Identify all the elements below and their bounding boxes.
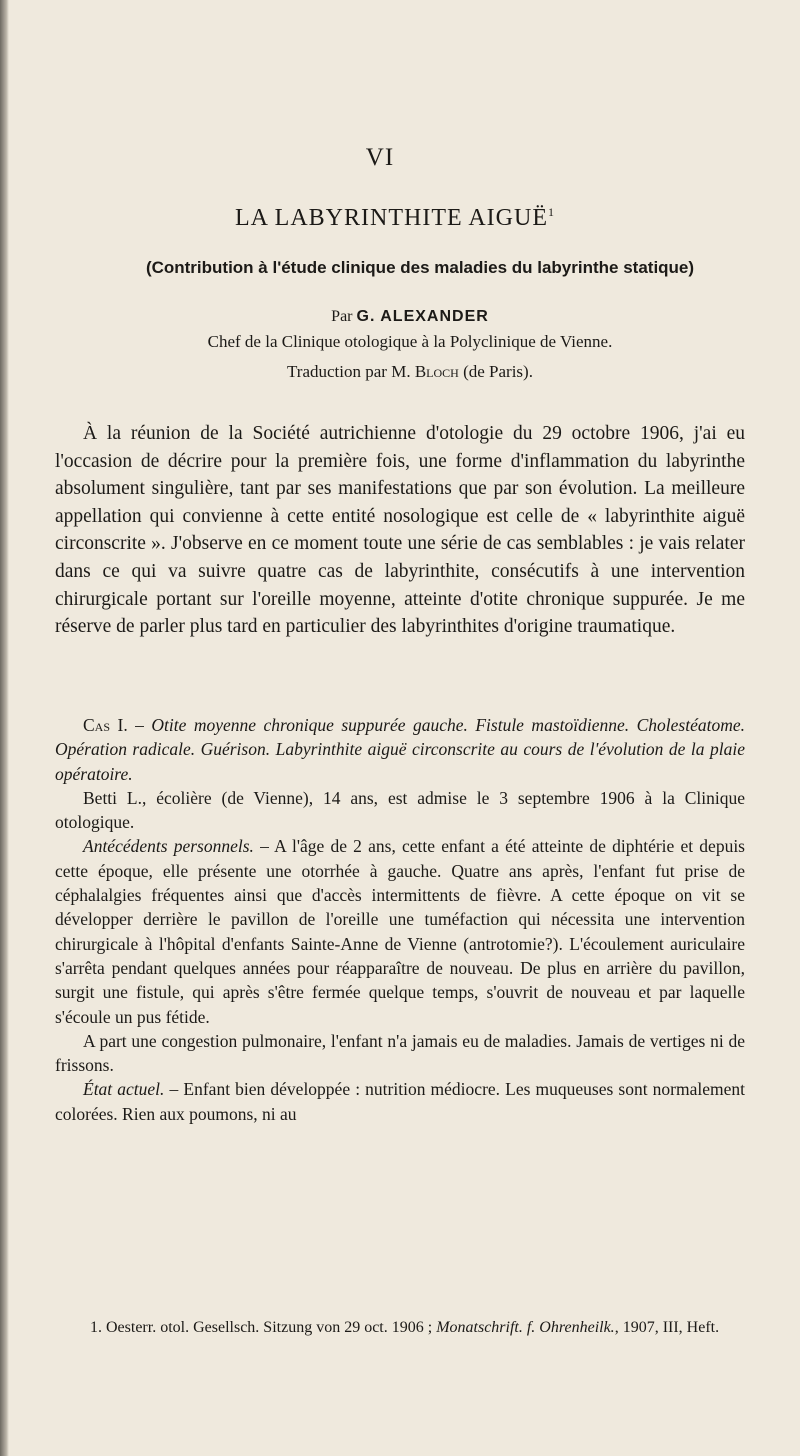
translation-credit <box>30 362 790 382</box>
intro-paragraph <box>55 420 745 641</box>
footnote-mark: 1. <box>90 1319 102 1336</box>
case-1-state: Enfant bien développée : nutrition médiocre. Les muqueuses sont normalement colorées. Rien aux poumons, ni au <box>55 1079 746 1124</box>
case-1-history-label: Antécédents personnels. – <box>83 836 269 857</box>
case-1-state-paragraph <box>55 1077 745 1126</box>
footnote <box>90 1315 750 1341</box>
case-1-label: Cas I. – <box>83 715 144 735</box>
translation-suffix: (de Paris). <box>463 362 533 381</box>
footnote-reference: 1 <box>547 205 555 219</box>
byline <box>30 308 790 326</box>
case-1-other: A part une congestion pulmonaire, l'enfant n'a jamais eu de maladies. Jamais de vertiges ni de frissons. <box>55 1030 745 1076</box>
case-1-history: A l'âge de 2 ans, cette enfant a été atteinte de diphtérie et depuis cette époque, elle présente une otorrhée à gauche. Quatre ans après, l'enfant fut prise de céphalalgies fréquentes ainsi que d'accès intermittents de fièvre. A cette époque on vit se développer derrière le pavillon de l'oreille une tuméfaction qui nécessita une intervention chirurgicale à l'hôpital d'enfants Sainte-Anne de Vienne (antrotomie?). L'écoulement auriculaire s'arrêta pendant quelques années pour réapparaître de nouveau. De plus en arrière du pavillon, surgit une fistule, qui après s'être fermée quelque temps, s'ouvrit de nouveau et par laquelle s'écoule un pus fétide. <box>55 836 745 1027</box>
case-1-state-label: État actuel. – <box>83 1079 179 1100</box>
case-1-admission: Betti L., écolière (de Vienne), 14 ans, est admise le 3 septembre 1906 à la Clinique otologique. <box>55 787 745 833</box>
article-title-text: LA LABYRINTHITE AIGUË <box>235 205 548 231</box>
author-name: G. ALEXANDER <box>356 308 489 325</box>
footnote-tail: , 1907, III, Heft. <box>614 1319 720 1336</box>
footnote-text: Oesterr. otol. Gesellsch. Sitzung von 29 oct. 1906 ; <box>106 1319 433 1336</box>
case-1-history-paragraph <box>55 834 745 1028</box>
chapter-number: VI <box>365 144 395 171</box>
footnote-journal: Monatschrift. f. Ohrenheilk. <box>436 1319 615 1336</box>
article-title <box>0 205 790 232</box>
case-1-heading-paragraph <box>55 713 745 786</box>
author-affiliation: Chef de la Clinique otologique à la Polyclinique de Vienne. <box>207 332 613 351</box>
intro-text: À la réunion de la Société autrichienne d'otologie du 29 octobre 1906, j'ai eu l'occasion de décrire pour la première fois, une forme d'inflammation du labyrinthe absolument singulière, tant par ses manifestations que par son évolution. La meilleure appellation qui convienne à cette entité nosologique est celle de « labyrinthite aiguë circonscrite ». J'observe en ce moment toute une série de cas semblables : je vais relater dans ce qui va suivre quatre cas de labyrinthite, consécutifs à une intervention chirurgicale portant sur l'oreille moyenne, atteinte d'otite chronique suppurée. Je me réserve de parler plus tard en particulier des labyrinthites d'origine traumatique. <box>55 423 745 638</box>
translator-name: Bloch <box>414 362 459 381</box>
article-subtitle: (Contribution à l'étude clinique des maladies du labyrinthe statique) <box>145 258 695 277</box>
case-1-section <box>55 713 745 1126</box>
byline-prefix: Par <box>331 308 353 325</box>
case-1-heading: Otite moyenne chronique suppurée gauche. Fistule mastoïdienne. Cholestéatome. Opération radicale. Guérison. Labyrinthite aiguë circonscrite au cours de l'évolution de la plaie opératoire. <box>55 715 745 784</box>
footnote-body <box>90 1315 750 1341</box>
translation-prefix: Traduction par M. <box>287 362 411 381</box>
